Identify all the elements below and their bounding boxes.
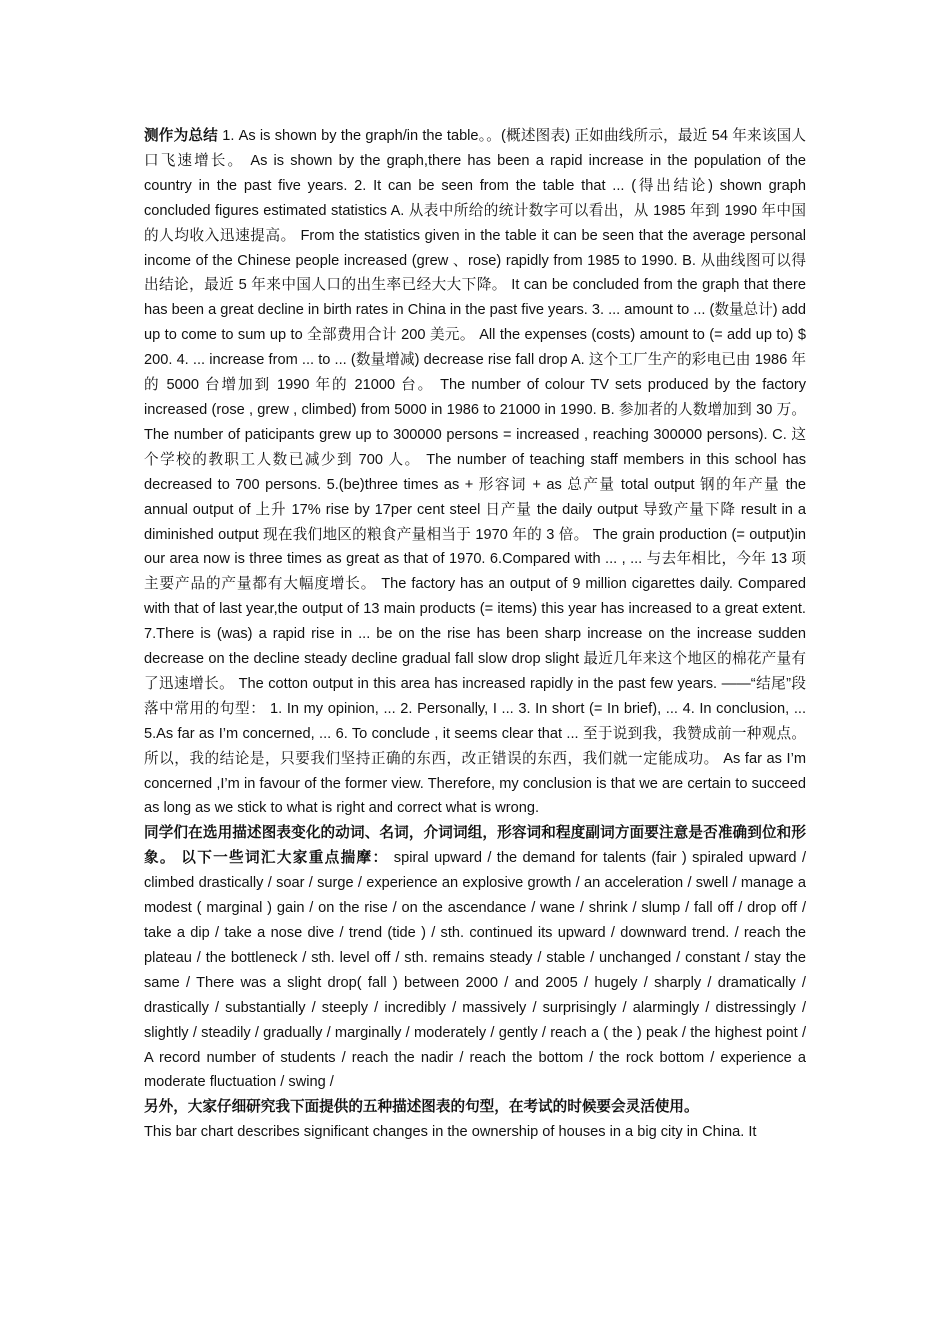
paragraph-body: spiral upward / the demand for talents (fair ) spiraled upward / climbed drastically / soar / surge / experience an explosive growth / an acceleration / swell / manage a modest ( marginal ) gain / on the rise / on the ascendance / wane / shrink / slump / fall off / drop off / take a dip / take a nose dive / trend (tide ) / sth. continued its upward / downward trend. / reach the plateau / the bottleneck / sth. level off / sth. remains steady / stable / unchanged / constant / stay the same / There was a slight drop( fall ) between 2000 / and 2005 / hugely / sharply / dramatically / drastically / substantially / steeply / incredibly / massively / surprisingly / alarmingly / distressingly / slightly / steadily / gradually / marginally / moderately / gently / reach a ( the ) peak / the highest point / A record number of students / reach the nadir / reach the bottom / the rock bottom / experience a moderate fluctuation / swing / (144, 850, 806, 1091)
paragraph-heading: 另外，大家仔细研究我下面提供的五种描述图表的句型，在考试的时候要会灵活使用。 (144, 1099, 699, 1116)
document-page (144, 124, 806, 1145)
paragraph-heading: 测作为总结 (144, 128, 218, 144)
paragraph-body: 1. As is shown by the graph/in the table。。(概述图表) 正如曲线所示，最近 54 年来该国人口飞速增长。 As is shown by the graph,there has been a rapid increase in the population of the country in the past five years. 2. It can be seen from the table that ... (得出结论) shown graph concluded figures estimated statistics A. 从表中所给的统计数字可以看出，从 1985 年到 1990 年中国的人均收入迅速提高。 From the statistics given in the table it can be seen that the average personal income of the Chinese people increased (grew 、rose) rapidly from 1985 to 1990. B. 从曲线图可以得出结论，最近 5 年来中国人口的出生率已经大大下降。 It can be concluded from the graph that there has been a great decline in birth rates in China in the past five years. 3. ... amount to ... (数量总计) add up to come to sum up to 全部费用合计 200 美元。 All the expenses (costs) amount to (= add up to) $ 200. 4. ... increase from ... to ... (数量增减) decrease rise fall drop A. 这个工厂生产的彩电已由 1986 年的 5000 台增加到 1990 年的 21000 台。 The number of colour TV sets produced by the factory increased (rose , grew , climbed) from 5000 in 1986 to 21000 in 1990. B. 参加者的人数增加到 30 万。 The number of paticipants grew up to 300000 persons = increased , reaching 300000 persons). C. 这个学校的教职工人数已减少到 700 人。 The number of teaching staff members in this school has decreased to 700 persons. 5.(be)three times as + 形容词 + as 总产量 total output 钢的年产量 the annual output of 上升 17% rise by 17per cent steel 日产量 the daily output 导致产量下降 result in a diminished output 现在我们地区的粮食产量相当于 1970 年的 3 倍。 The grain production (= output)in our area now is three times as great as that of 1970. 6.Compared with ... , ... 与去年相比，今年 13 项主要产品的产量都有大幅度增长。 The factory has an output of 9 million cigarettes daily. Compared with that of last year,the output of 13 main products (= items) this year has increased to a great extent. 7.There is (was) a rapid rise in ... be on the rise has been sharp increase on the increase sudden decrease on the decline steady decline gradual fall slow drop slight 最近几年来这个地区的棉花产量有了迅速增长。 The cotton output in this area has increased rapidly in the past few years. ——“结尾”段落中常用的句型： 1. In my opinion, ... 2. Personally, I ... 3. In short (= In brief), ... 4. In conclusion, ... 5.As far as I’m concerned, ... 6. To conclude , it seems clear that ... 至于说到我，我赞成前一种观点。所以，我的结论是，只要我们坚持正确的东西，改正错误的东西，我们就一定能成功。 As far as I’m concerned ,I’m in favour of the former view. Therefore, my conclusion is that we are certain to succeed as long as we stick to what is right and correct what is wrong. (144, 128, 806, 817)
paragraph-body: This bar chart describes significant changes in the ownership of houses in a big city in China. It (144, 1124, 757, 1141)
paragraph-sentence-patterns (144, 1095, 806, 1145)
paragraph-heading: 同学们在选用描述图表变化的动词、名词，介词词组，形容词和程度副词方面要注意是否准确到位和形象。 以下一些词汇大家重点揣摩： (144, 825, 806, 867)
paragraph-vocabulary (144, 821, 806, 1095)
paragraph-summary (144, 124, 806, 821)
